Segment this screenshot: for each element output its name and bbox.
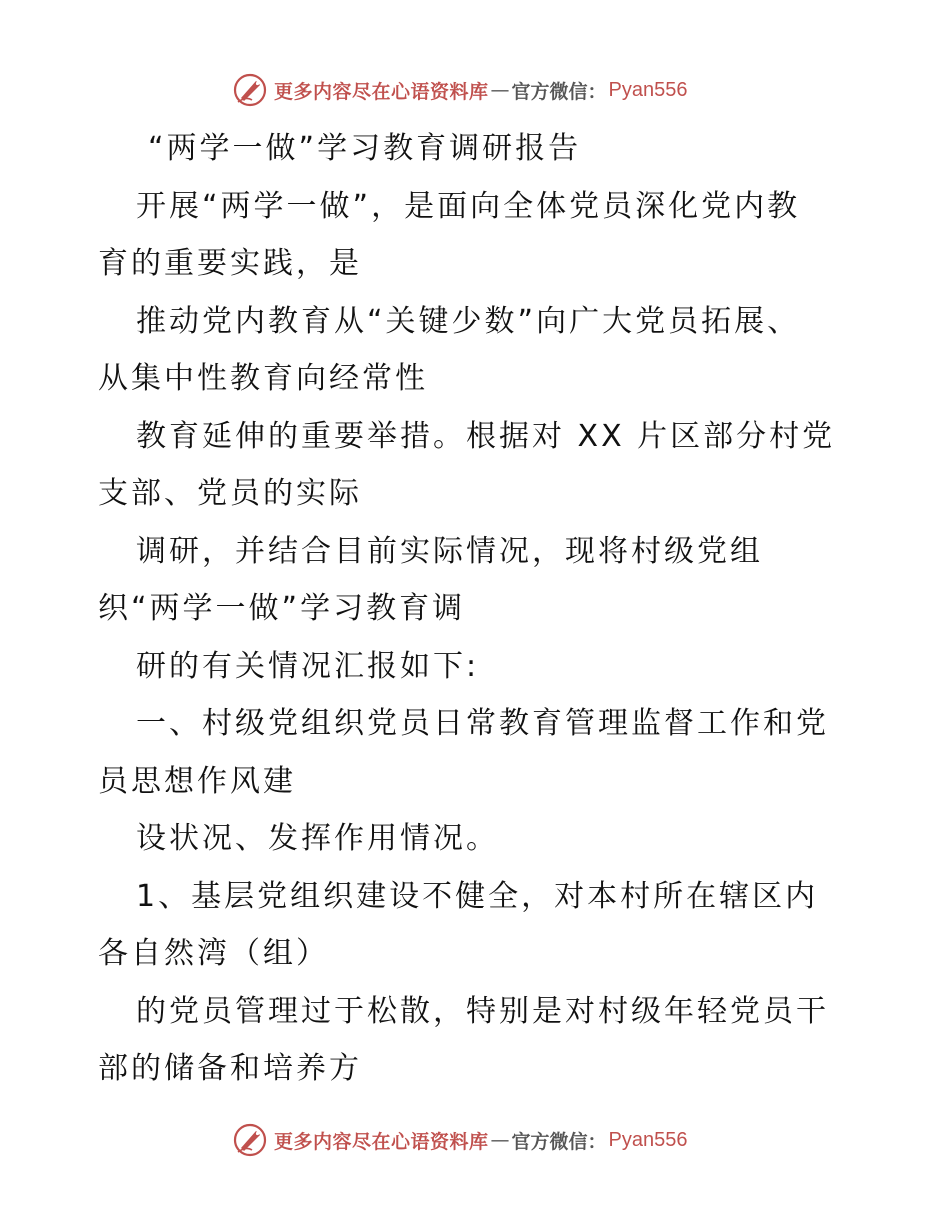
header-wechat-label: 官方微信： (511, 80, 607, 103)
document-title: “两学一做”学习教育调研报告 (148, 131, 582, 166)
body-line: 织“两学一做”学习教育调 (98, 591, 466, 626)
header-brand-text: 更多内容尽在心语资料库 (274, 80, 489, 103)
footer-dash: — (490, 1129, 510, 1151)
body-line: 设状况、发挥作用情况。 (136, 821, 499, 856)
footer-wechat-label: 官方微信： (511, 1130, 607, 1153)
page-footer (0, 1120, 950, 1160)
pen-nib-circle-logo-icon (232, 72, 268, 108)
header-wechat-id: Pyan556 (608, 78, 688, 101)
header-dash: — (490, 79, 510, 101)
body-line: 员思想作风建 (98, 763, 296, 799)
body-line: 教育延伸的重要举措。根据对 XX 片区部分村党 (136, 418, 836, 454)
body-line: 调研，并结合目前实际情况，现将村级党组 (136, 533, 763, 569)
body-line: 的党员管理过于松散，特别是对村级年轻党员干 (136, 993, 829, 1029)
body-line: 部的储备和培养方 (98, 1051, 362, 1086)
body-line: 开展“两学一做”，是面向全体党员深化党内教 (136, 188, 801, 224)
footer-brand-text: 更多内容尽在心语资料库 (274, 1130, 489, 1153)
body-line: 支部、党员的实际 (98, 476, 362, 511)
body-line: 推动党内教育从“关键少数”向广大党员拓展、 (136, 303, 801, 339)
section-heading: 一、村级党组织党员日常教育管理监督工作和党 (136, 706, 829, 741)
body-line: 研的有关情况汇报如下: (136, 648, 480, 684)
body-line: 从集中性教育向经常性 (98, 361, 428, 396)
body-line: 各自然湾（组） (98, 936, 329, 971)
page-header (0, 70, 950, 110)
footer-banner[interactable] (232, 1120, 688, 1160)
header-banner[interactable] (232, 70, 688, 110)
document-body (98, 120, 858, 1098)
body-line: 育的重要实践，是 (98, 246, 362, 281)
numbered-item: 1、基层党组织建设不健全，对本村所在辖区内 (136, 878, 819, 914)
pen-nib-circle-logo-icon (232, 1122, 268, 1158)
footer-wechat-id: Pyan556 (608, 1128, 688, 1151)
